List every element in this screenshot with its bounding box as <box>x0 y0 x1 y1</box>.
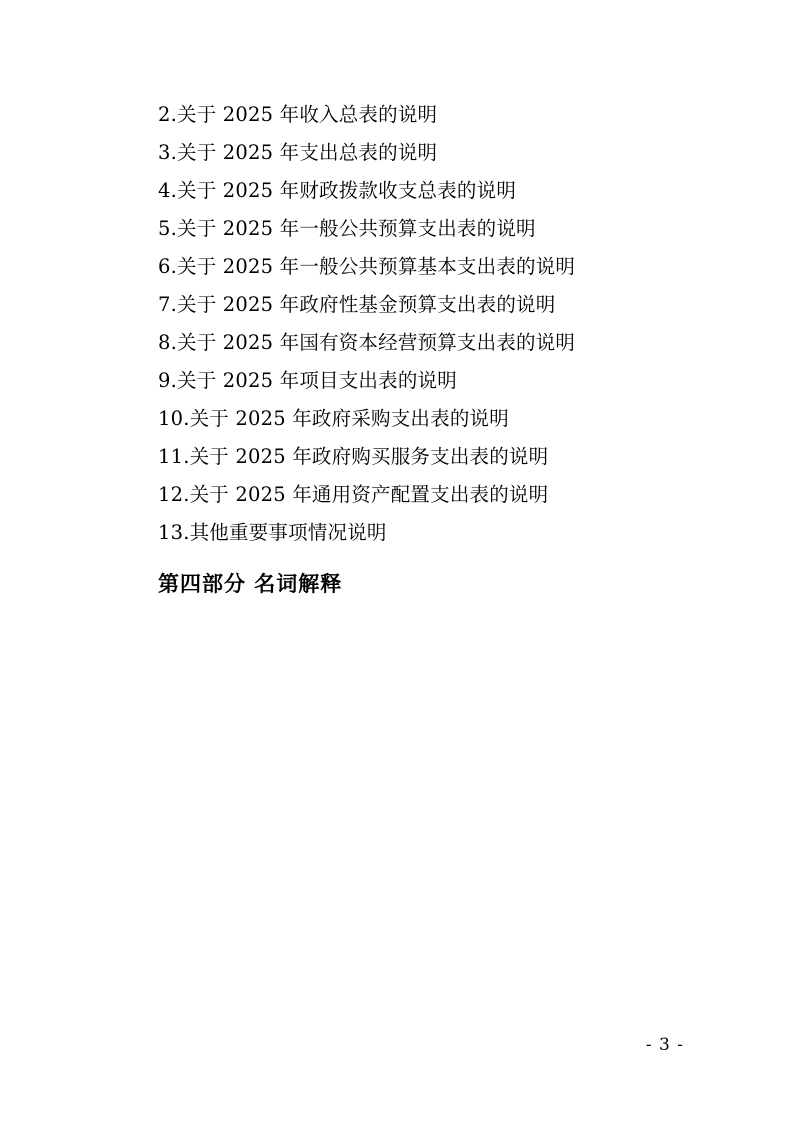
list-item: 8.关于 2025 年国有资本经营预算支出表的说明 <box>158 331 576 354</box>
list-item: 6.关于 2025 年一般公共预算基本支出表的说明 <box>158 255 576 278</box>
list-item: 2.关于 2025 年收入总表的说明 <box>158 103 438 126</box>
list-item: 9.关于 2025 年项目支出表的说明 <box>158 369 457 392</box>
list-item: 12.关于 2025 年通用资产配置支出表的说明 <box>158 483 549 506</box>
list-item: 7.关于 2025 年政府性基金预算支出表的说明 <box>158 293 556 316</box>
list-item: 10.关于 2025 年政府采购支出表的说明 <box>158 407 509 430</box>
section-heading: 第四部分 名词解释 <box>158 572 343 596</box>
table-of-contents <box>158 96 684 552</box>
list-item: 13.其他重要事项情况说明 <box>158 521 387 544</box>
list-item: 4.关于 2025 年财政拨款收支总表的说明 <box>158 179 517 202</box>
list-item: 3.关于 2025 年支出总表的说明 <box>158 141 438 164</box>
list-item: 11.关于 2025 年政府购买服务支出表的说明 <box>158 445 549 468</box>
list-item: 5.关于 2025 年一般公共预算支出表的说明 <box>158 217 536 240</box>
page-number: - 3 - <box>645 1035 684 1055</box>
